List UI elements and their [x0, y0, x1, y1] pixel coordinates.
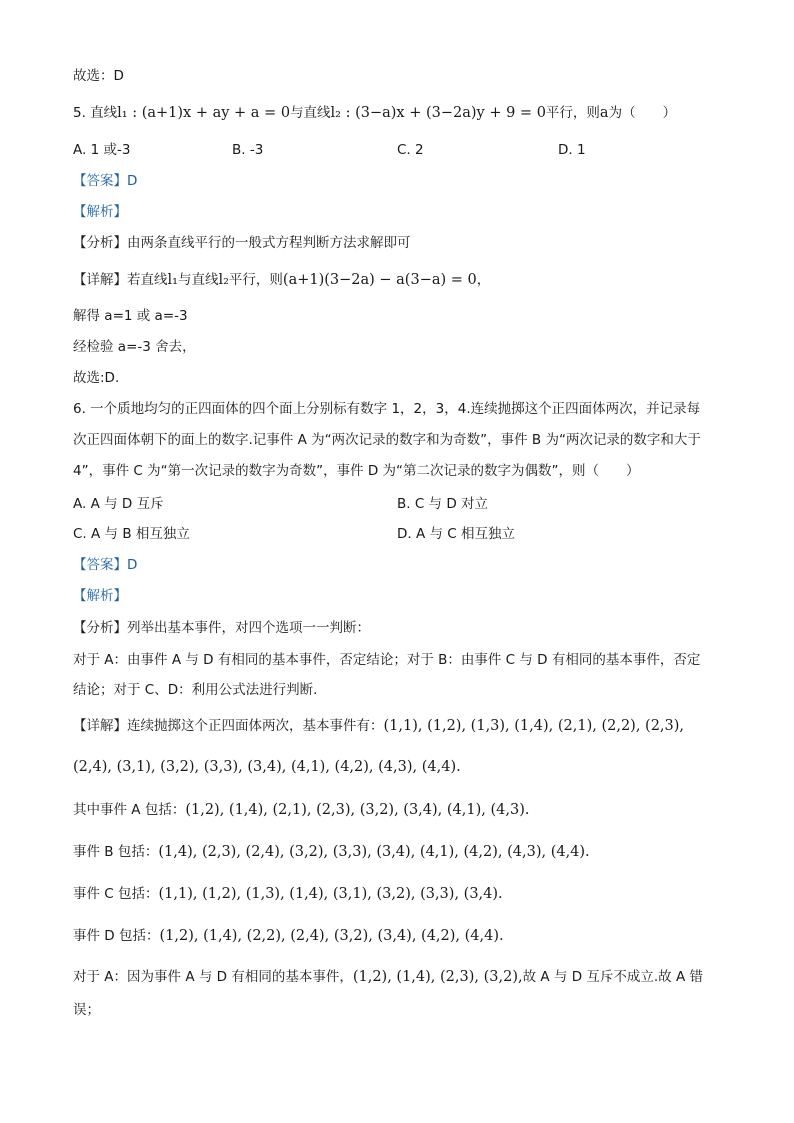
q5-solution-text: ， [476, 272, 491, 288]
q5-solution-text: 【详解】若直线 [73, 272, 168, 288]
q6-analysis-heading: 【解析】 [73, 588, 127, 604]
q6-option-d: D. A 与 C 相互独立 [397, 526, 516, 542]
q5-solution-text: 与直线 [177, 272, 219, 288]
q6-basic-events-part-1: (1,1), (1,2), (1,3), (1,4), (2,1), (2,2), (2,3), [383, 718, 685, 734]
q5-option-c: C. 2 [397, 142, 424, 158]
q6-event-a-set: (1,2), (1,4), (2,1), (2,3), (3,2), (3,4), (4,1), (4,3). [185, 802, 530, 818]
q6-answer: 【答案】D [73, 557, 138, 573]
q5-option-b: B. -3 [232, 142, 264, 158]
q6-event-d-set: (1,2), (1,4), (2,2), (2,4), (3,2), (3,4), (4,2), (4,4). [159, 928, 504, 944]
q6-event-c [73, 884, 503, 904]
q6-event-c-set: (1,1), (1,2), (1,3), (1,4), (3,1), (3,2), (3,3), (3,4). [158, 886, 503, 902]
q6-solution-line-1 [73, 716, 684, 736]
q6-event-a [73, 800, 529, 820]
q5-number: 5. 直线 [73, 105, 118, 121]
q6-analysis-line-1: 对于 A：由事件 A 与 D 有相同的基本事件，否定结论；对于 B：由事件 C 与 D 有相同的基本事件，否定 [73, 652, 701, 668]
q5-solution-equation: (a+1)(3−2a) − a(3−a) = 0 [282, 272, 477, 288]
q5-conclusion: 故选:D. [73, 370, 120, 386]
q5-text: 与直线 [290, 105, 331, 121]
q6-event-b-label: 事件 B 包括： [73, 844, 159, 860]
q6-option-a-analysis-text: 故 A 与 D 互斥不成立.故 A 错 [522, 969, 703, 985]
q5-solution [73, 270, 490, 290]
q6-stem-line-2: 次正四面体朝下的面上的数字.记事件 A 为“两次记录的数字和为奇数”，事件 B 为“两次记录的数字和大于 [73, 432, 701, 448]
answer-choice-prev: 故选：D [73, 68, 124, 84]
q5-text: 为（ ） [608, 105, 677, 121]
q5-check: 经检验 a=-3 舍去， [73, 339, 196, 355]
q6-option-b: B. C 与 D 对立 [397, 496, 489, 512]
q6-event-d [73, 926, 504, 946]
q6-stem-line-1: 6. 一个质地均匀的正四面体的四个面上分别标有数字 1，2，3，4.连续抛掷这个正四面体两次，并记录每 [73, 401, 701, 417]
q5-analysis-heading: 【解析】 [73, 204, 127, 220]
q6-basic-events-part-2: (2,4), (3,1), (3,2), (3,3), (3,4), (4,1), (4,2), (4,3), (4,4). [73, 759, 461, 775]
q5-line-l1: l₁ : (a+1)x + ay + a = 0 [117, 105, 291, 121]
q5-solution-text: 平行，则 [228, 272, 283, 288]
q5-option-d: D. 1 [558, 142, 586, 158]
q6-analysis-line-2: 结论；对于 C、D：利用公式法进行判断. [73, 682, 318, 698]
q5-line-l2: l₂ : (3−a)x + (3−2a)y + 9 = 0 [330, 105, 546, 121]
q6-stem-line-3: 4”，事件 C 为“第一次记录的数字为奇数”，事件 D 为“第二次记录的数字为偶数”，则（ ） [73, 463, 640, 479]
q6-option-c: C. A 与 B 相互独立 [73, 526, 190, 542]
q6-option-a-analysis [73, 967, 703, 987]
q5-solution-l2: l₂ [218, 272, 229, 288]
q6-solution-text: 【详解】连续抛掷这个正四面体两次，基本事件有： [73, 718, 384, 734]
q6-event-b-set: (1,4), (2,3), (2,4), (3,2), (3,3), (3,4), (4,1), (4,2), (4,3), (4,4). [158, 844, 590, 860]
q5-solution-l1: l₁ [167, 272, 178, 288]
q5-text: 平行，则 [545, 105, 600, 121]
q5-analysis-summary: 【分析】由两条直线平行的一般式方程判断方法求解即可 [73, 235, 411, 251]
question-5-stem [73, 103, 676, 123]
q6-event-b [73, 842, 590, 862]
q5-solve-result: 解得 a=1 或 a=-3 [73, 308, 188, 324]
q6-event-d-label: 事件 D 包括： [73, 928, 160, 944]
q5-var-a: a [599, 105, 609, 121]
q6-option-a-analysis-text: 对于 A：因为事件 A 与 D 有相同的基本事件， [73, 969, 353, 985]
q5-answer: 【答案】D [73, 173, 138, 189]
q6-event-c-label: 事件 C 包括： [73, 886, 159, 902]
q6-common-events: (1,2), (1,4), (2,3), (3,2), [352, 969, 523, 985]
q6-event-a-label: 其中事件 A 包括： [73, 802, 186, 818]
q5-option-a: A. 1 或-3 [73, 142, 131, 158]
q6-analysis-summary: 【分析】列举出基本事件，对四个选项一一判断： [73, 620, 370, 636]
q6-option-a-analysis-end: 误； [73, 1002, 100, 1018]
q6-option-a: A. A 与 D 互斥 [73, 496, 164, 512]
